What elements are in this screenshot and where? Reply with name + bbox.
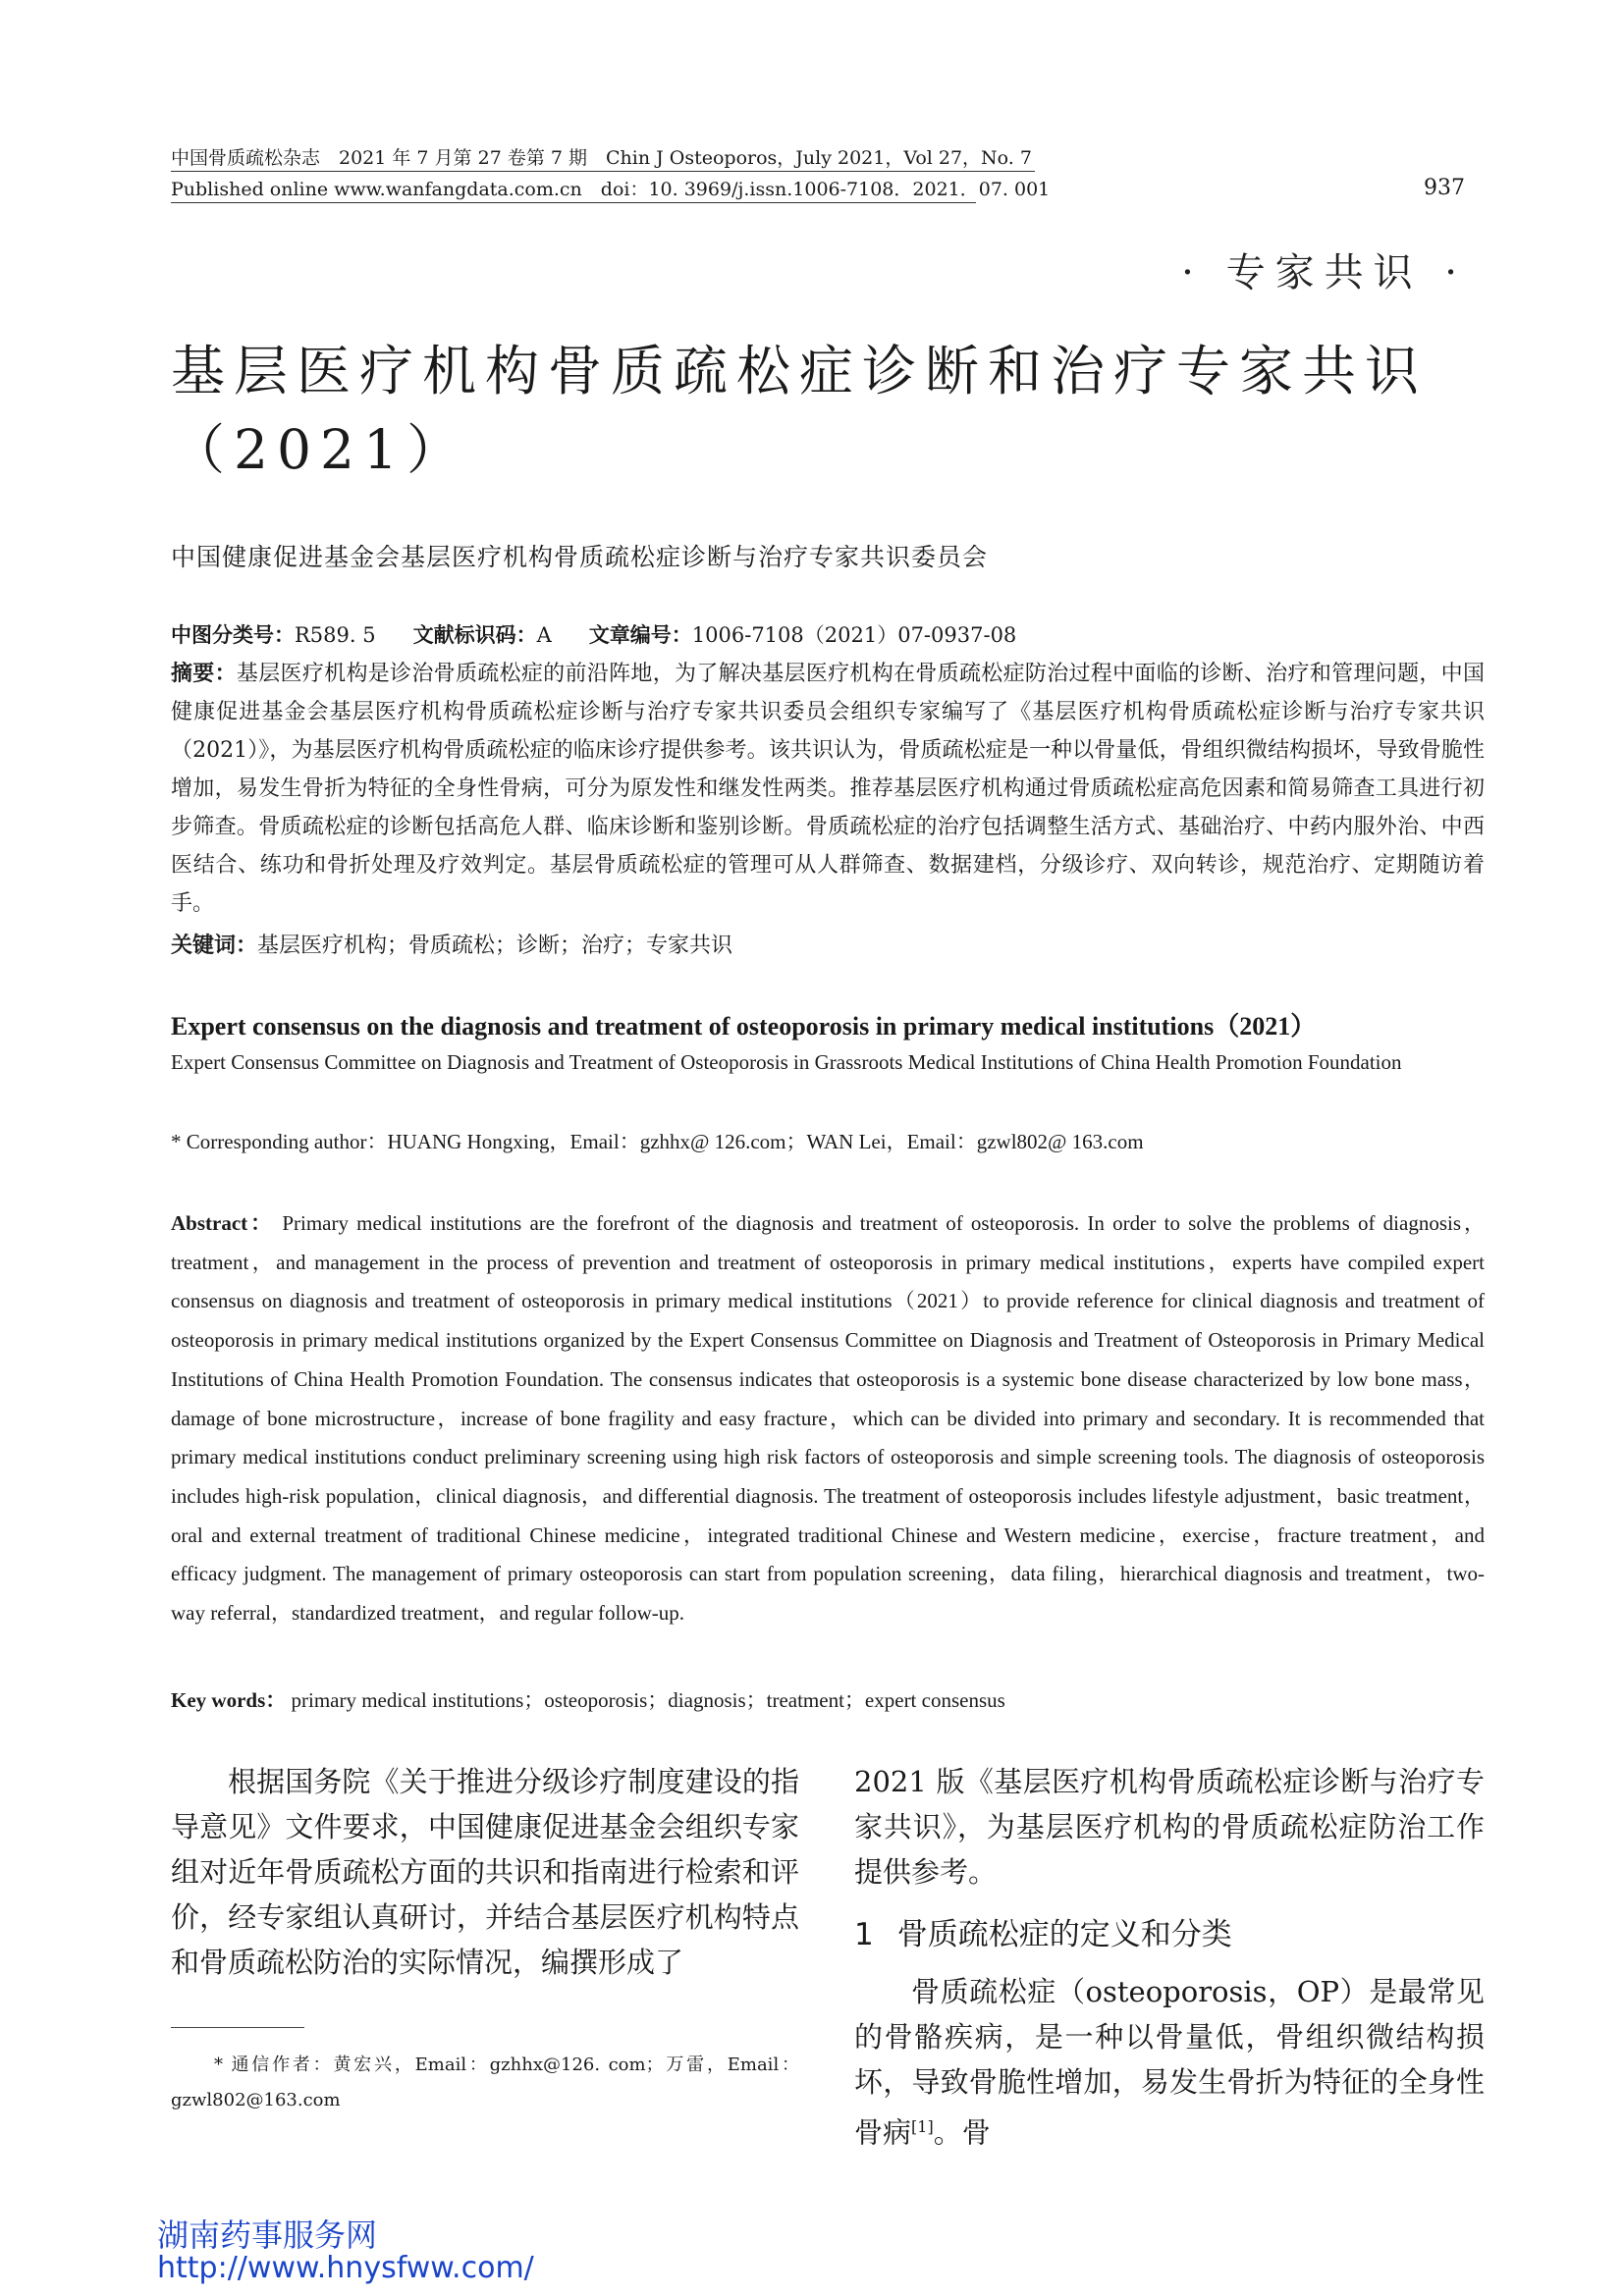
watermark-url[interactable]: http://www.hnysfww.com/ bbox=[157, 2251, 534, 2285]
keywords-cn bbox=[171, 929, 732, 959]
keywords-en-text: primary medical institutions；osteoporosis；diagnosis；treatment；expert consensus bbox=[291, 1688, 1005, 1712]
section-1-tail: 。骨 bbox=[933, 2115, 991, 2150]
keywords-cn-label: 关键词： bbox=[171, 934, 258, 958]
classification-row bbox=[171, 619, 1016, 649]
abstract-cn bbox=[171, 655, 1485, 923]
abstract-cn-text: 基层医疗机构是诊治骨质疏松症的前沿阵地，为了解决基层医疗机构在骨质疏松症防治过程中面临的诊断、治疗和管理问题，中国健康促进基金会基层医疗机构骨质疏松症诊断与治疗专家共识委员会组织专家编写了《基层医疗机构骨质疏松症诊断与治疗专家共识（2021）》，为基层医疗机构骨质疏松症的临床诊疗提供参考。该共识认为，骨质疏松症是一种以骨量低，骨组织微结构损坏，导致骨脆性增加，易发生骨折为特征的全身性骨病，可分为原发性和继发性两类。推荐基层医疗机构通过骨质疏松症高危因素和简易筛查工具进行初步筛查。骨质疏松症的诊断包括高危人群、临床诊断和鉴别诊断。骨质疏松症的治疗包括调整生活方式、基础治疗、中药内服外治、中西医结合、练功和骨折处理及疗效判定。基层骨质疏松症的管理可从人群筛查、数据建档，分级诊疗、双向转诊，规范治疗、定期随访着手。 bbox=[171, 662, 1485, 916]
section-tag: · 专家共识 · bbox=[1181, 250, 1467, 295]
page-number: 937 bbox=[1424, 176, 1465, 200]
section-1-text: 骨质疏松症（osteoporosis，OP）是最常见的骨骼疾病，是一种以骨量低，骨组织微结构损坏，导致骨脆性增加，易发生骨折为特征的全身性骨病 bbox=[854, 1975, 1485, 2150]
abstract-en bbox=[171, 1204, 1485, 1633]
doc-code-value: A bbox=[536, 623, 552, 647]
journal-citation-line: 中国骨质疏松杂志 2021 年 7 月第 27 卷第 7 期 Chin J Osteoporos，July 2021，Vol 27，No. 7 bbox=[171, 147, 1032, 169]
section-1-paragraph bbox=[854, 1969, 1485, 2156]
header-rule bbox=[171, 171, 1035, 172]
abstract-cn-label: 摘要： bbox=[171, 662, 237, 686]
article-title: 基层医疗机构骨质疏松症诊断和治疗专家共识（2021） bbox=[171, 340, 1429, 481]
footnote: * 通信作者：黄宏兴，Email：gzhhx@126. com；万雷，Email：gzwl802@163.com bbox=[171, 2055, 799, 2110]
english-title: Expert consensus on the diagnosis and treatment of osteoporosis in primary medical institutions（2021） bbox=[171, 1012, 1317, 1041]
keywords-en-label: Key words： bbox=[171, 1688, 287, 1712]
section-1-heading bbox=[854, 1909, 1232, 1953]
corresponding-author: * Corresponding author：HUANG Hongxing，Email：gzhhx@ 126.com；WAN Lei，Email：gzwl802@ 163.com bbox=[171, 1130, 1144, 1153]
keywords-en bbox=[171, 1684, 1005, 1714]
abstract-en-label: Abstract： bbox=[171, 1211, 275, 1235]
footnote-rule bbox=[171, 2027, 304, 2028]
intro-paragraph-continued: 2021 版《基层医疗机构骨质疏松症诊断与治疗专家共识》，为基层医疗机构的骨质疏松症防治工作提供参考。 bbox=[854, 1765, 1485, 1889]
section-1-number: 1 bbox=[854, 1917, 874, 1952]
keywords-cn-text: 基层医疗机构；骨质疏松；诊断；治疗；专家共识 bbox=[257, 934, 733, 958]
abstract-en-text: Primary medical institutions are the forefront of the diagnosis and treatment of osteoporosis. In order to solve the problems of diagnosis，treatment，and management in the process of prevention and treatment of osteoporosis in primary medical institutions，experts have compiled expert consensus on diagnosis and treatment of osteoporosis in primary medical institutions（2021）to provide reference for clinical diagnosis and treatment of osteoporosis in primary medical institutions organized by the Expert Consensus Committee on Diagnosis and Treatment of Osteoporosis in Primary Medical Institutions of China Health Promotion Foundation. The consensus indicates that osteoporosis is a systemic bone disease characterized by low bone mass，damage of bone microstructure，increase of bone fragility and easy fracture，which can be divided into primary and secondary. It is recommended that primary medical institutions conduct preliminary screening using high risk factors of osteoporosis and simple screening tools. The diagnosis of osteoporosis includes high-risk population，clinical diagnosis，and differential diagnosis. The treatment of osteoporosis includes lifestyle adjustment，basic treatment，oral and external treatment of traditional Chinese medicine，integrated traditional Chinese and Western medicine，exercise，fracture treatment，and efficacy judgment. The management of primary osteoporosis can start from population screening，data filing，hierarchical diagnosis and treatment，two-way referral，standardized treatment，and regular follow-up. bbox=[171, 1211, 1485, 1626]
citation-ref[interactable]: [1] bbox=[911, 2117, 934, 2136]
english-authors: Expert Consensus Committee on Diagnosis and Treatment of Osteoporosis in Grassroots Medical Institutions of China Health Promotion Foundation bbox=[171, 1050, 1402, 1074]
article-no-value: 1006-7108（2021）07-0937-08 bbox=[691, 623, 1017, 647]
publication-doi-line: Published online www.wanfangdata.com.cn doi：10. 3969/j.issn.1006-7108．2021．07. 001 bbox=[171, 179, 1051, 200]
section-1-title: 骨质疏松症的定义和分类 bbox=[896, 1917, 1232, 1952]
doc-code-label: 文献标识码： bbox=[412, 623, 537, 647]
watermark-site-name: 湖南药事服务网 bbox=[157, 2216, 378, 2254]
authors-cn: 中国健康促进基金会基层医疗机构骨质疏松症诊断与治疗专家共识委员会 bbox=[171, 543, 989, 571]
header-rule-2 bbox=[171, 202, 976, 203]
clc-value: R589. 5 bbox=[295, 623, 376, 647]
intro-paragraph: 根据国务院《关于推进分级诊疗制度建设的指导意见》文件要求，中国健康促进基金会组织专家组对近年骨质疏松方面的共识和指南进行检索和评价，经专家组认真研讨，并结合基层医疗机构特点和骨质疏松防治的实际情况，编撰形成了 bbox=[171, 1765, 799, 1979]
article-no-label: 文章编号： bbox=[588, 623, 692, 647]
clc-label: 中图分类号： bbox=[171, 623, 295, 647]
